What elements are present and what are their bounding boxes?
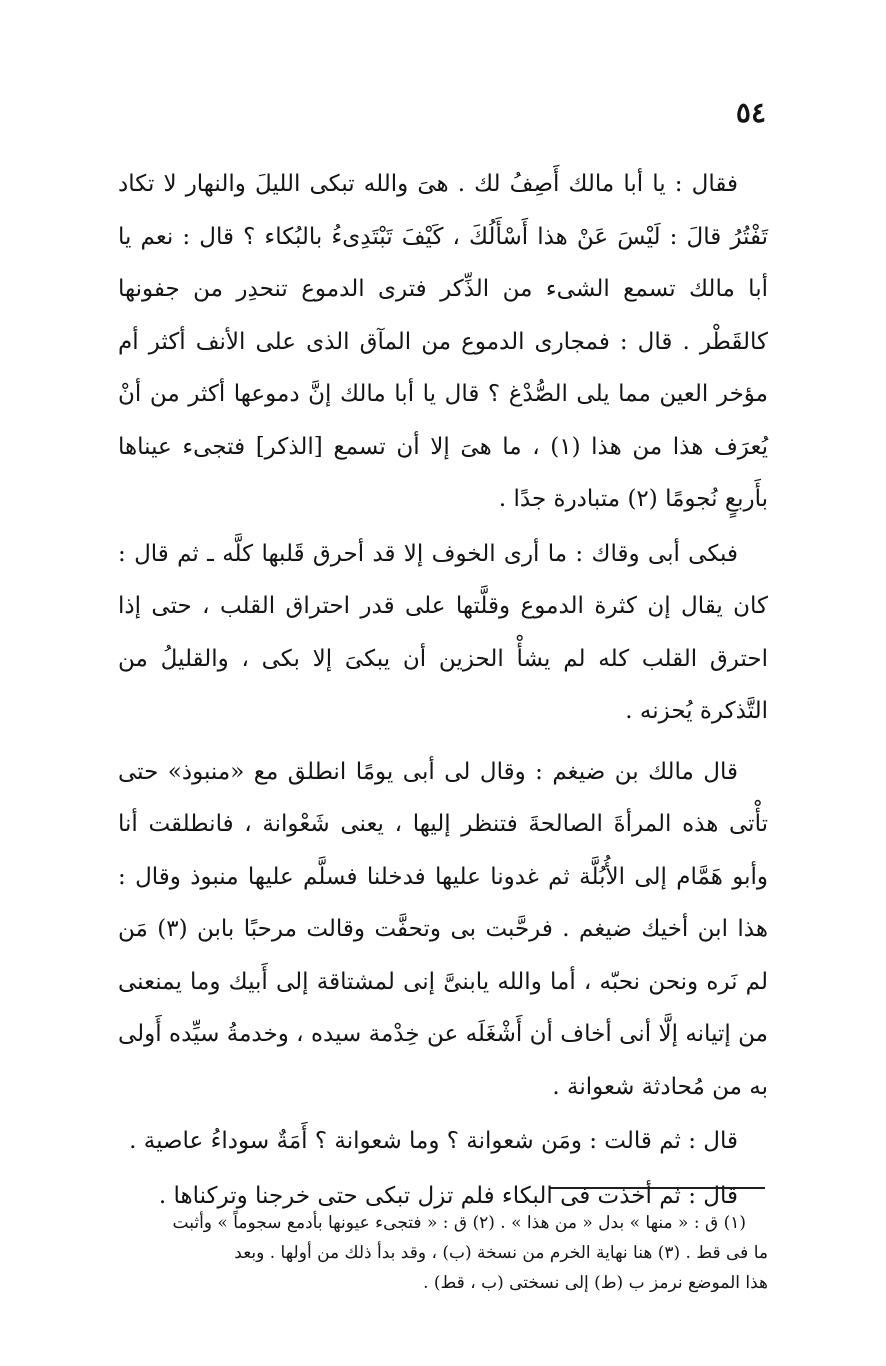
footnotes [108,1208,768,1298]
main-text [118,158,768,1224]
paragraph-3: قال مالك بن ضيغم : وقال لى أبى يومًا انطلق مع «منبوذ» حتى تأْتى هذه المرأةَ الصالحةَ فتنظر إليها ، يعنى شَعْوانة ، فانطلقت أنا وأبو هَمَّام إلى الأُبُلَّة ثم غدونا عليها فدخلنا فسلَّم عليها منبوذ وقال : هذا ابن أخيك ضيغم . فرحَّبت بى وتحفَّت وقالت مرحبًا بابن (٣) مَن لم نَره ونحن نحبّه ، أما والله يابنىَّ إنى لمشتاقة إلى أَبيك وما يمنعنى من إتيانه إلَّا أنى أخاف أن أَشْغَلَه عن خِدْمة سيده ، وخدمةُ سيِّده أَولى به من مُحادثة شعوانة . [118,758,768,1100]
paragraph-2: فبكى أبى وقاك : ما أرى الخوف إلا قد أحرق قَلبها كلَّه ـ ثم قال : كان يقال إن كثرة الدموع وقلَّتها على قدر احتراق القلب ، حتى إذا احترق القلب كله لم يشأْ الحزين أن يبكىَ إلا بكى ، والقليلُ من التَّذكرة يُحزنه . [118,540,768,724]
footnote-line-2: ما فى قط . (٣) هنا نهاية الخرم من نسخة (ب) ، وقد بدأ ذلك من أولها . وبعد [234,1243,768,1263]
footnote-line-1: (١) ق : « منها » بدل « من هذا » . (٢) ق : « فتجىء عيونها بأدمع سجوماً » وأثبت [172,1213,746,1233]
paragraph-1: فقال : يا أبا مالك أَصِفُ لك . هىَ والله تبكى الليلَ والنهار لا تكاد تَفْتُرُ قالَ : لَيْسَ عَنْ هذا أَسْأَلُكَ ، كَيْفَ تَبْتَدِىءُ بالبُكاء ؟ قال : نعم يا أبا مالك تسمع الشىء من الذِّكر فترى الدموع تنحدِر من جفونها كالقَطْر . قال : فمجارى الدموع من المآق الذى على الأنف أكثر أم مؤخر العين مما يلى الصُّدْغ ؟ قال يا أبا مالك إنَّ دموعها أكثر من أنْ يُعرَف هذا من هذا (١) ، ما هىَ إلا أن تسمع [الذكر] فتجىء عيناها بأَربعٍ نُجومًا (٢) متبادرة جدًا . [118,171,768,512]
page-number: ٥٤ [735,96,766,129]
footnote-line-3: هذا الموضع نرمز ب (ط) إلى نسختى (ب ، قط) . [423,1273,768,1293]
paragraph-5: قال : ثم أخذت فى البكاء فلم تزل تبكى حتى خرجنا وتركناها . [158,1182,738,1209]
paragraph-4: قال : ثم قالت : ومَن شعوانة ؟ وما شعوانة ؟ أَمَةٌ سوداءُ عاصية . [129,1128,738,1154]
footnote-divider [550,1187,765,1189]
